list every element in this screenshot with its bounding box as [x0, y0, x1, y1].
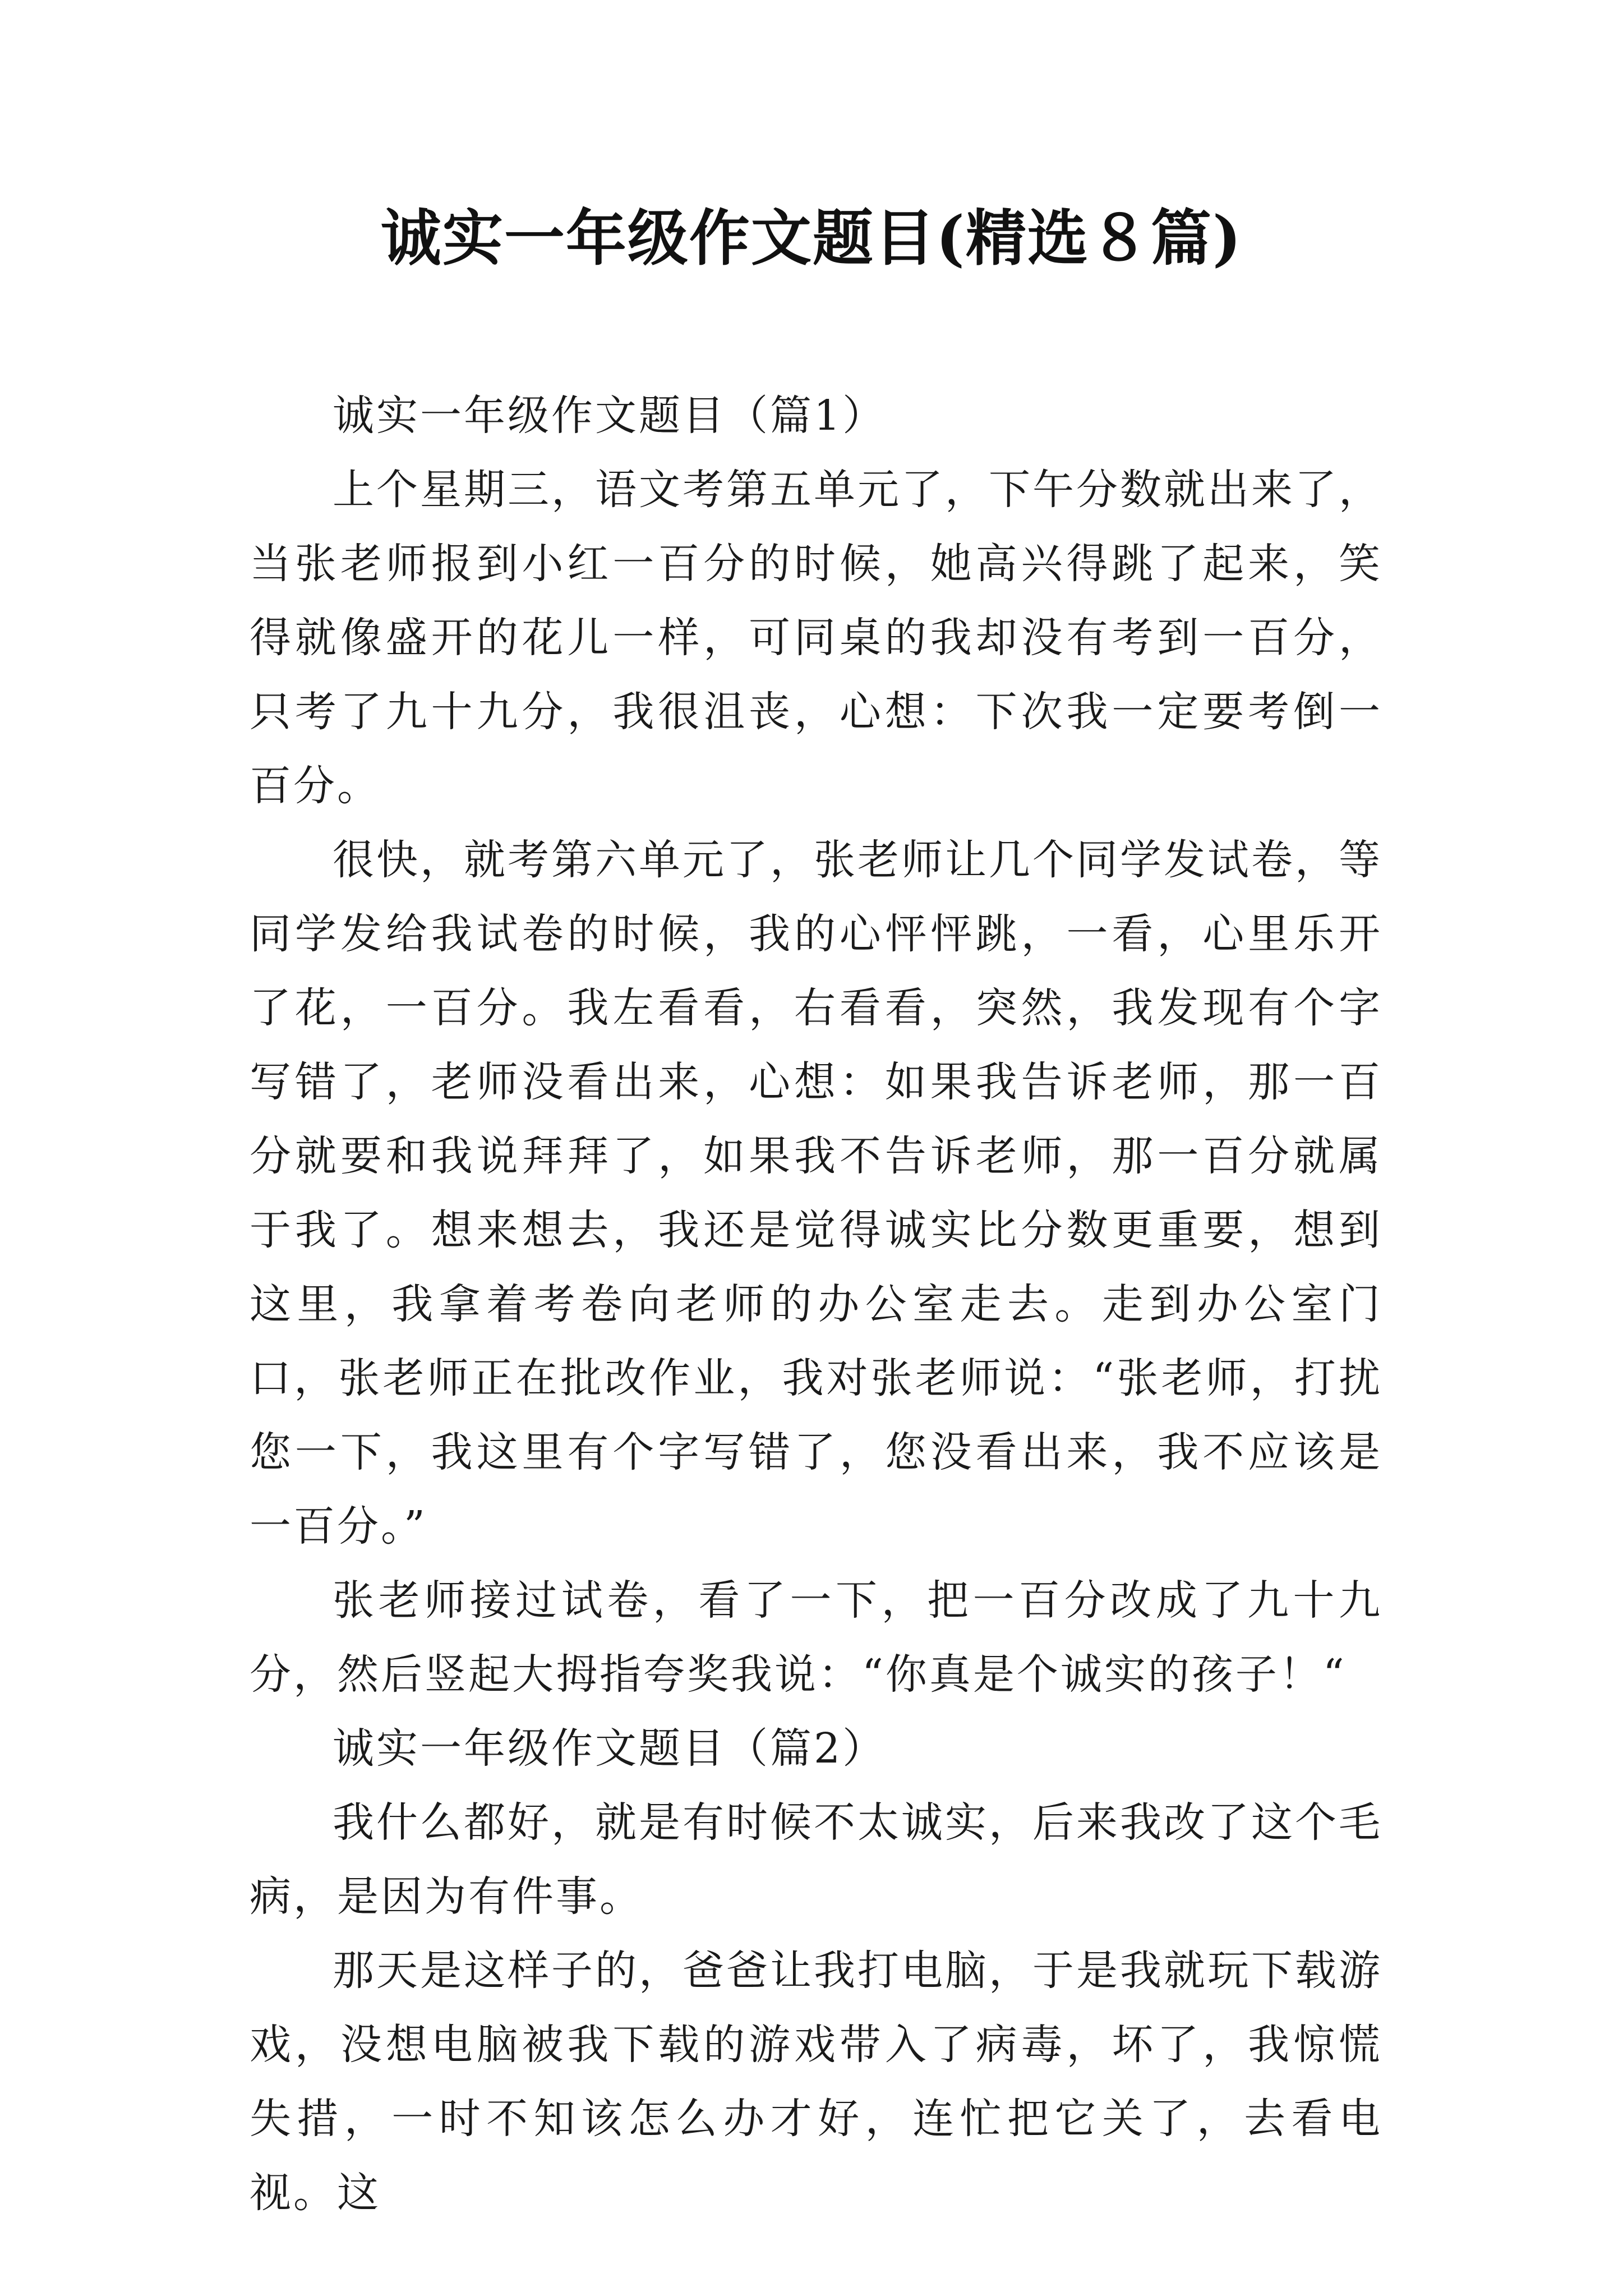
- paragraph: 我什么都好，就是有时候不太诚实，后来我改了这个毛病，是因为有件事。: [250, 1798, 1382, 1921]
- paragraph: 那天是这样子的，爸爸让我打电脑，于是我就玩下载游戏，没想电脑被我下载的游戏带入了病毒，坏了，我惊慌失措，一时不知该怎么办才好，连忙把它关了，去看电视。这: [250, 1947, 1382, 2217]
- paragraph: 很快，就考第六单元了，张老师让几个同学发试卷，等同学发给我试卷的时候，我的心怦怦跳，一看，心里乐开了花，一百分。我左看看，右看看，突然，我发现有个字写错了，老师没看出来，心想：如果我告诉老师，那一百分就要和我说拜拜了，如果我不告诉老师，那一百分就属于我了。想来想去，我还是觉得诚实比分数更重要，想到这里，我拿着考卷向老师的办公室走去。走到办公室门口，张老师正在批改作业，我对张老师说：“张老师，打扰您一下，我这里有个字写错了，您没看出来，我不应该是一百分。”: [250, 836, 1382, 1550]
- document-body: [250, 379, 1382, 2230]
- document-title: 诚实一年级作文题目(精选８篇): [380, 203, 1243, 274]
- paragraph: 上个星期三，语文考第五单元了，下午分数就出来了，当张老师报到小红一百分的时候，她高兴得跳了起来，笑得就像盛开的花儿一样，可同桌的我却没有考到一百分，只考了九十九分，我很沮丧，心想：下次我一定要考倒一百分。: [250, 466, 1382, 810]
- paragraph: 张老师接过试卷，看了一下，把一百分改成了九十九分，然后竖起大拇指夸奖我说：“你真是个诚实的孩子！“: [250, 1576, 1382, 1699]
- section-heading-2: 诚实一年级作文题目（篇2）: [333, 1724, 887, 1773]
- section-heading-1: 诚实一年级作文题目（篇1）: [333, 392, 887, 440]
